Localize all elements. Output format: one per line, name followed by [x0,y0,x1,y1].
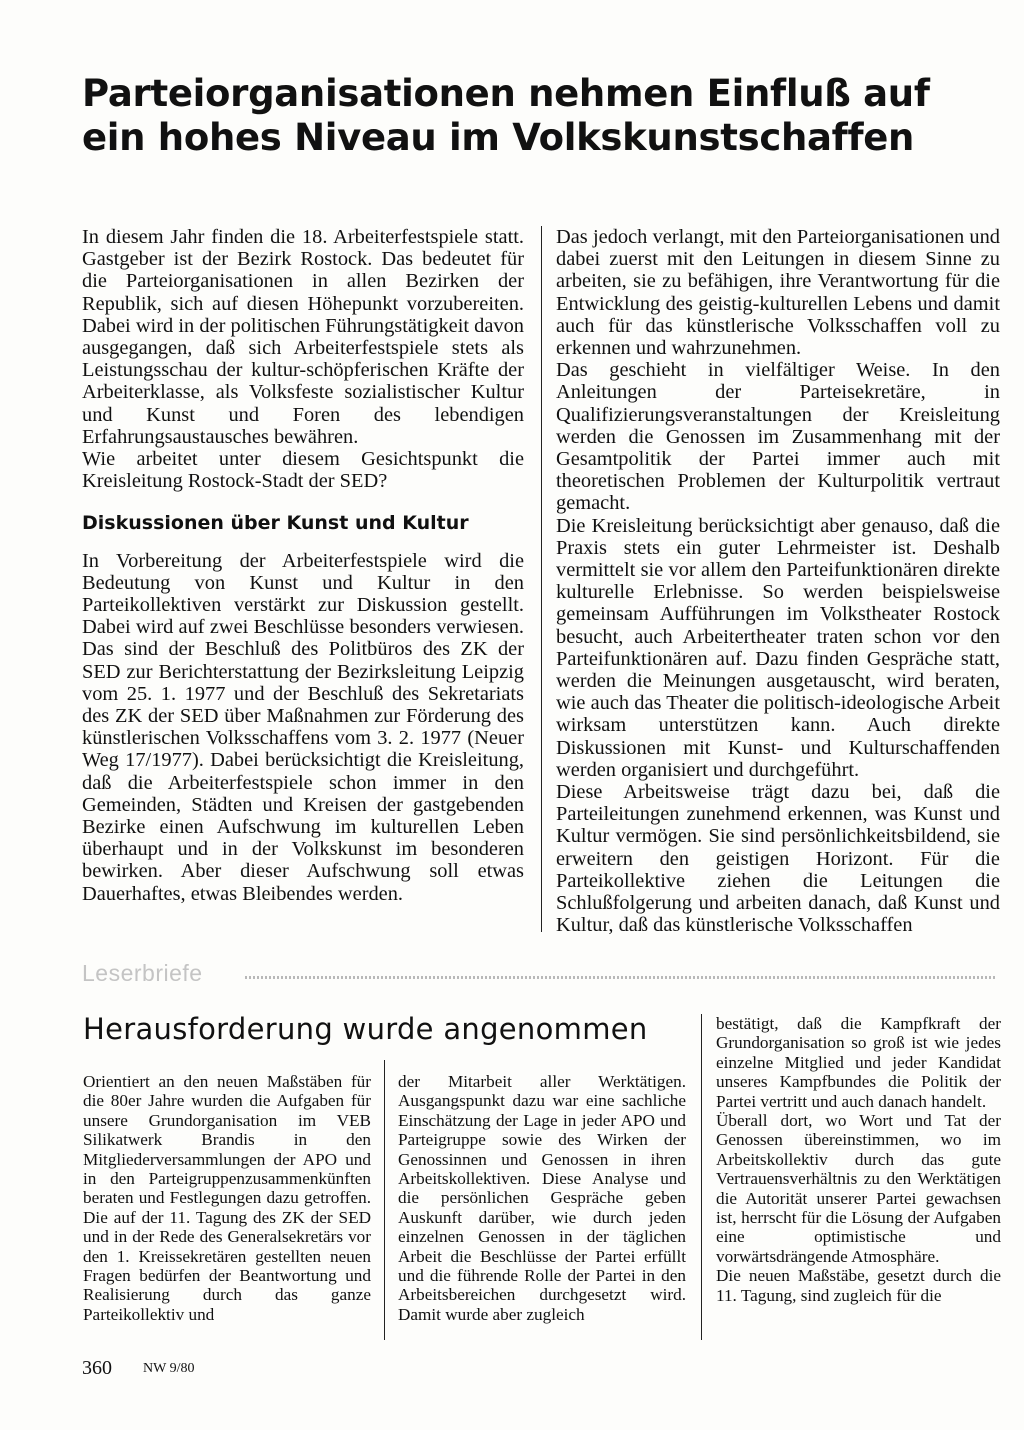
letter-title: Herausforderung wurde angenommen [83,1012,648,1046]
paragraph: Das jedoch verlangt, mit den Parteiorganisationen und dabei zuerst mit den Leitungen in diesem Sinne zu arbeiten, sie zu befähigen, ihre Verantwortung für die Entwicklung des geistig-kulturellen Lebens und damit auch für das künstlerische Volksschaffen voll zu erkennen und wahrzunehmen. [556,226,1000,360]
column-divider [701,1014,702,1340]
paragraph: Orientiert an den neuen Maßstäben für die 80er Jahre wurden die Aufgaben für unsere Grundorganisation im VEB Silikatwerk Brandis in den Mitgliederversammlungen der APO und in den Parteigruppenzusammenkünften beraten und Festlegungen dazu getroffen. Die auf der 11. Tagung des ZK der SED und in der Rede des Generalsekretärs vor den 1. Kreissekretären gestellten neuen Fragen bedürfen der Beantwortung und Realisierung durch das ganze Parteikollektiv und [83,1072,371,1324]
article-title [82,72,930,160]
section-rule [245,976,997,979]
page-number: 360 [82,1357,112,1379]
title-line-2: ein hohes Niveau im Volkskunstschaffen [82,116,915,159]
paragraph: Die Kreisleitung berücksichtigt aber genauso, daß die Praxis stets ein guter Lehrmeister ist. Deshalb vermittelt sie vor allem den Parteifunktionären direkte kulturelle Erlebnisse. So werden beispielsweise gemeinsam Aufführungen im Volkstheater Rostock besucht, auch Arbeitertheater traten schon vor den Parteifunktionären auf. Dazu finden Gespräche statt, werden die Meinungen ausgetauscht, wird beraten, wie auch das Theater die politisch-ideologische Arbeit wirksam unterstützen kann. Auch direkte Diskussionen mit Kunst- und Kulturschaffenden werden organisiert und durchgeführt. [556,514,1000,781]
paragraph: In diesem Jahr finden die 18. Arbeiterfestspiele statt. Gastgeber ist der Bezirk Rostock. Das bedeutet für die Parteiorganisationen in allen Bezirken der Republik, sich auf diesen Höhepunkt vorzubereiten. Dabei wird in der politischen Führungstätigkeit davon ausgegangen, daß sich Arbeiterfestspiele stets als Leistungsschau der kultur-schöpferischen Kräfte der Arbeiterklasse, als Volksfeste sozialistischer Kultur und Kunst und Foren des lebendigen Erfahrungsaustausches bewähren. [82,226,524,448]
paragraph: Diese Arbeitsweise trägt dazu bei, daß die Parteileitungen zunehmend erkennen, was Kunst und Kultur vermögen. Sie sind persönlichkeitsbildend, sie erweitern den geistigen Horizont. Für die Parteikollektive ziehen die Leitungen die Schlußfolgerung und arbeiten danach, daß Kunst und Kultur, daß das künstlerische Volksschaffen [556,781,1000,937]
paragraph: In Vorbereitung der Arbeiterfestspiele wird die Bedeutung von Kunst und Kultur in den Parteikollektiven verstärkt zur Diskussion gestellt. Dabei wird auf zwei Beschlüsse besonders verwiesen. Das sind der Beschluß des Politbüros des ZK der SED zur Berichterstattung der Bezirksleitung Leipzig vom 25. 1. 1977 und der Beschluß des Sekretariats des ZK der SED über Maßnahmen zur Förderung des künstlerischen Volksschaffens vom 3. 2. 1977 (Neuer Weg 17/1977). Dabei berücksichtigt die Kreisleitung, daß die Arbeiterfestspiele schon immer in den Gemeinden, Städten und Kreisen der gastgebenden Bezirke einen Aufschwung im kulturellen Leben überhaupt und in der Volkskunst im besonderen bewirken. Aber dieser Aufschwung soll etwas Dauerhaftes, etwas Bleibendes werden. [82,549,524,905]
paragraph: Überall dort, wo Wort und Tat der Genossen übereinstimmen, wo im Arbeitskollektiv durch das gute Vertrauensverhältnis zu den Werktätigen die Autorität unserer Partei gewachsen ist, herrscht für die Lösung der Aufgaben eine optimistische und vorwärtsdrängende Atmosphäre. [716,1111,1001,1266]
article-column-1 [82,226,524,905]
letter-column-2 [398,1072,686,1324]
paragraph: Wie arbeitet unter diesem Gesichtspunkt die Kreisleitung Rostock-Stadt der SED? [82,448,524,493]
paragraph: Die neuen Maßstäbe, gesetzt durch die 11. Tagung, sind zugleich für die [716,1266,1001,1305]
issue-label: NW 9/80 [143,1361,195,1376]
paragraph: Das geschieht in vielfältiger Weise. In den Anleitungen der Parteisekretäre, in Qualifizierungsveranstaltungen der Kreisleitung werden die Genossen im Zusammenhang mit der Gesamtpolitik der Partei immer auch mit theoretischen Problemen der Kulturpolitik vertraut gemacht. [556,359,1000,515]
subheading: Diskussionen über Kunst und Kultur [82,512,469,535]
paragraph: der Mitarbeit aller Werktätigen. Ausgangspunkt dazu war eine sachliche Einschätzung der Lage in jeder APO und Parteigruppe sowie des Wirken der Genossinnen und Genossen in ihren Arbeitskollektiven. Diese Analyse und die persönlichen Gespräche geben Auskunft darüber, wie durch jeden einzelnen Genossen in der täglichen Arbeit die Beschlüsse der Partei erfüllt und die führende Rolle der Partei in den Arbeitsbereichen durchgesetzt wird. Damit wurde aber zugleich [398,1072,686,1324]
article-column-2 [556,226,1000,937]
letter-column-1 [83,1072,371,1324]
column-divider [384,1060,385,1340]
section-label: Leserbriefe [82,960,203,986]
paragraph: bestätigt, daß die Kampfkraft der Grundorganisation so groß ist wie jedes einzelne Mitglied und jeder Kandidat unseres Kampfbundes die Politik der Partei vertritt und auch danach handelt. [716,1014,1001,1111]
title-line-1: Parteiorganisationen nehmen Einfluß auf [82,72,930,115]
letter-column-3 [716,1014,1001,1305]
column-divider [541,226,542,932]
